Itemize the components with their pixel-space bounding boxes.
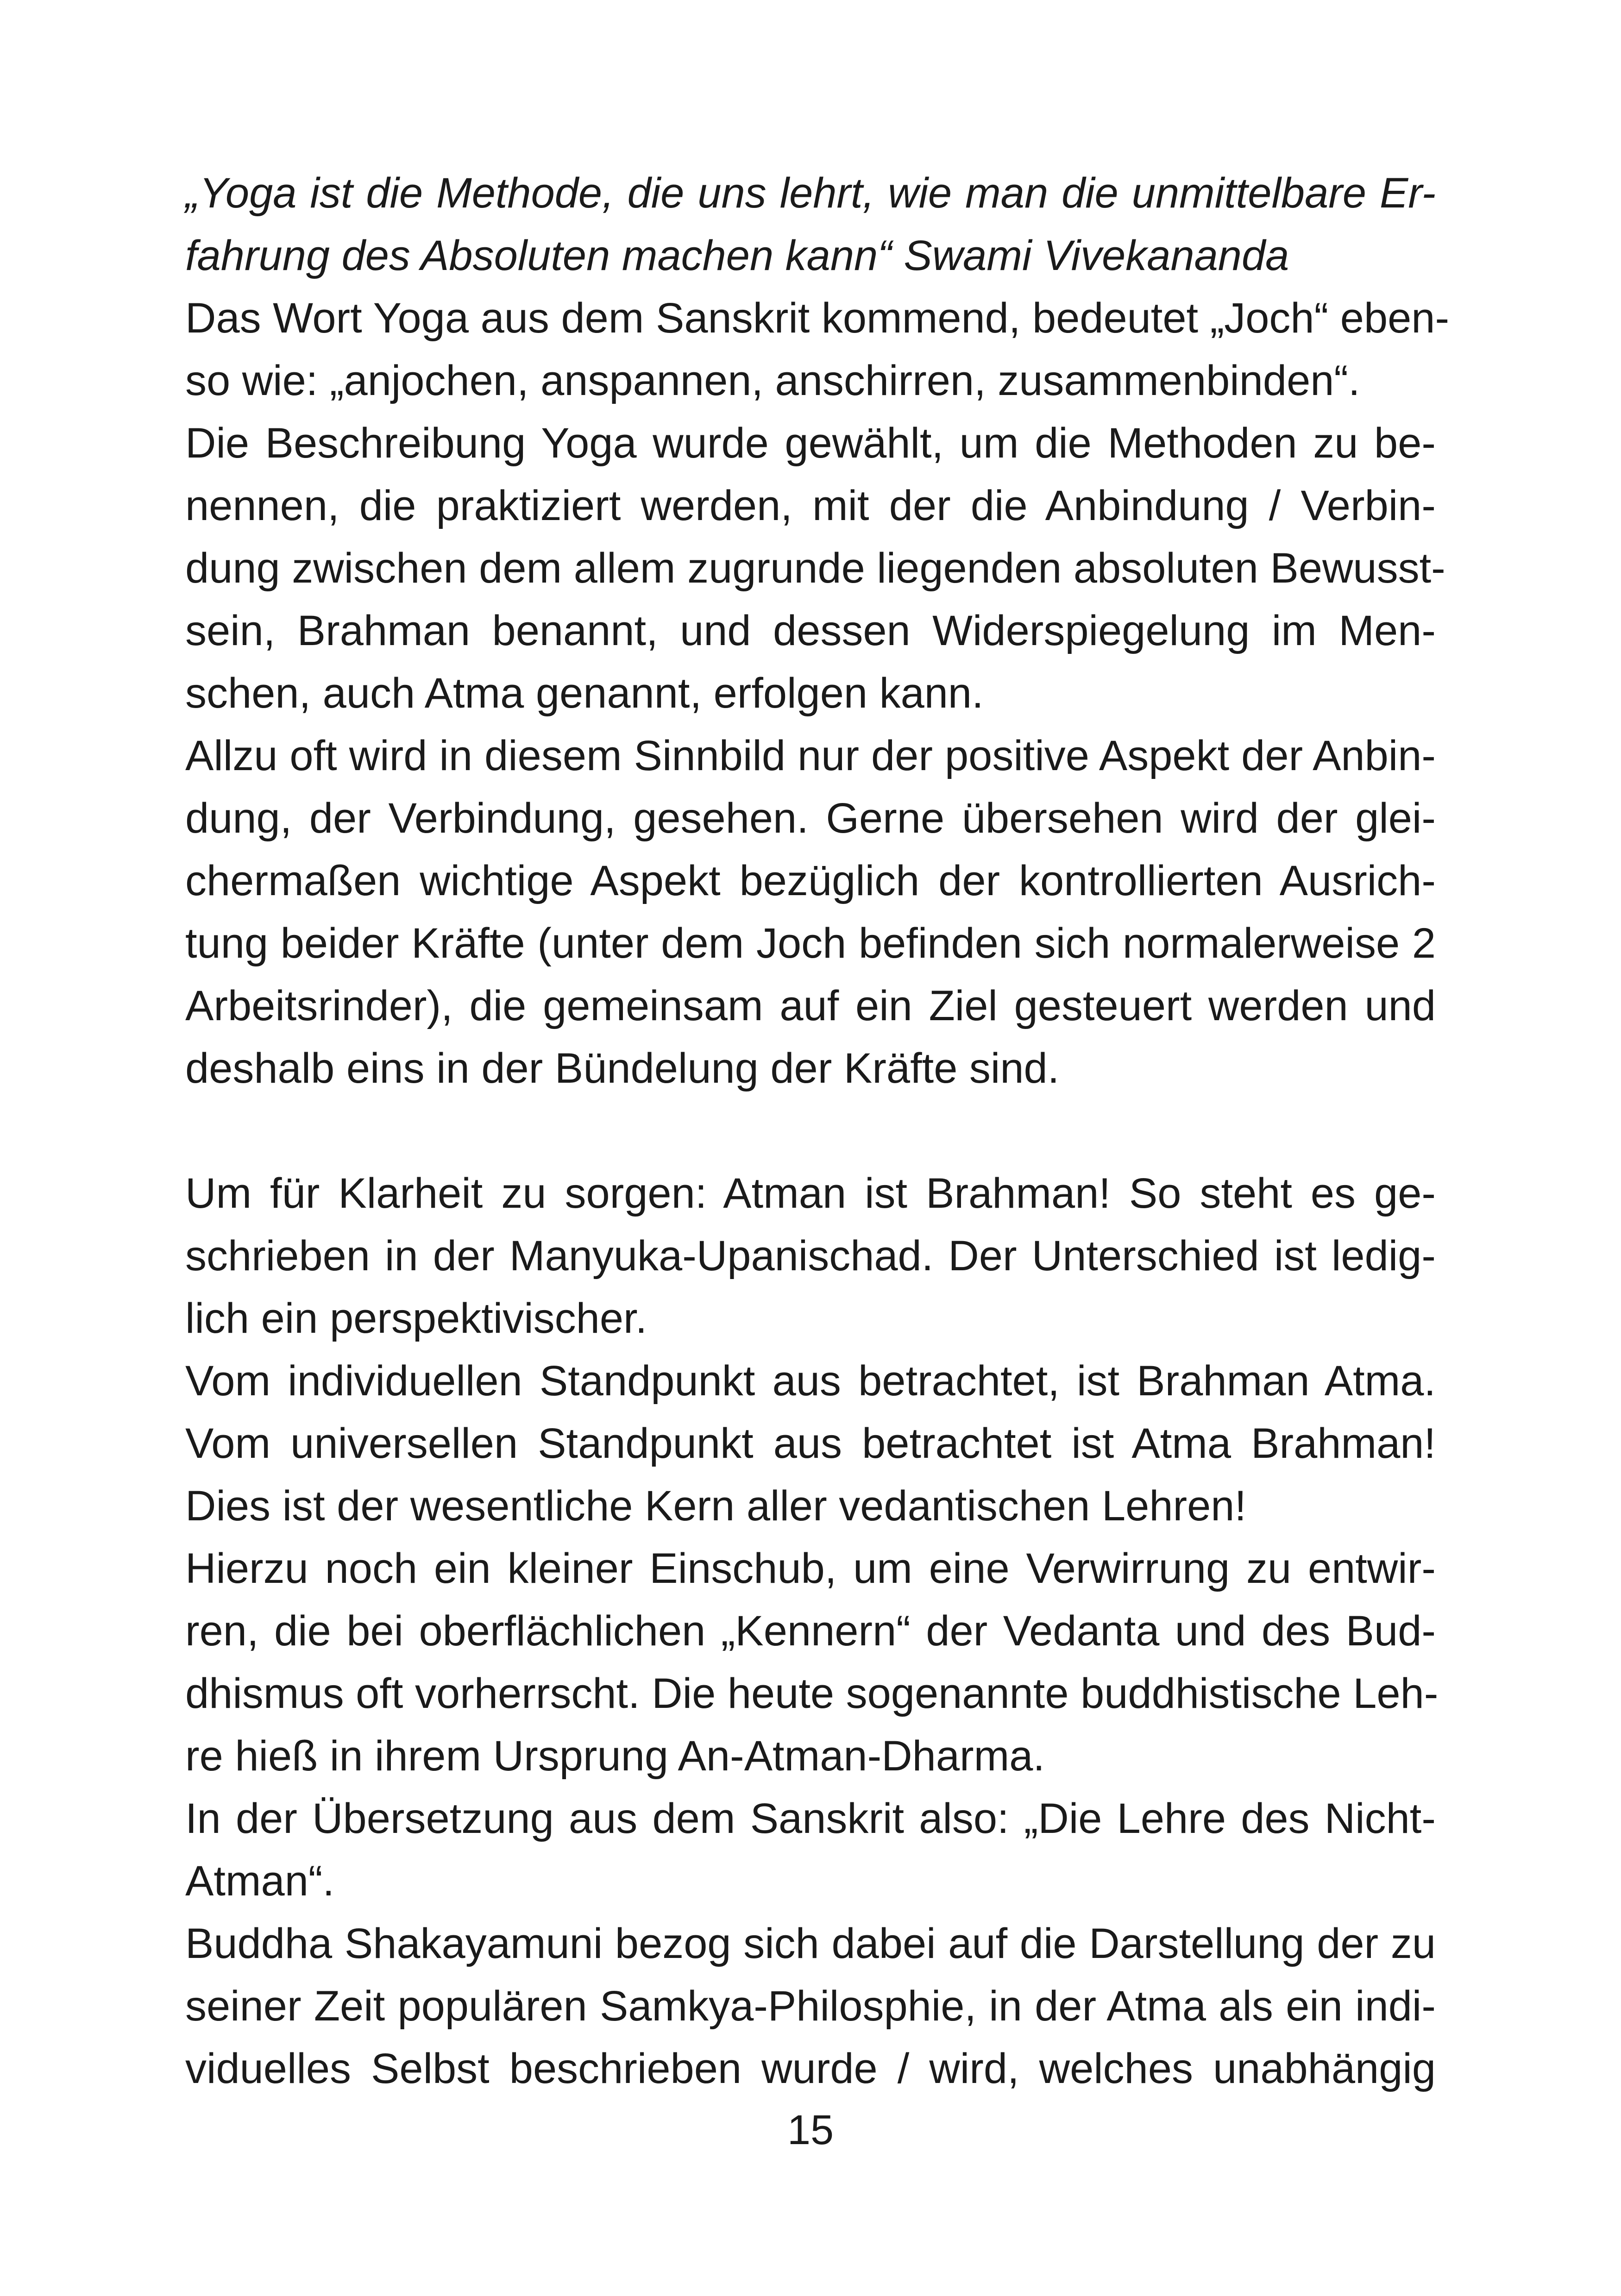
- paragraph-line: Vom universellen Standpunkt aus betrachtet ist Atma Brahman!: [185, 1420, 1436, 1467]
- paragraph-line: dung, der Verbindung, gesehen. Gerne übersehen wird der glei-: [185, 795, 1436, 842]
- paragraph-line: sein, Brahman benannt, und dessen Widerspiegelung im Men-: [185, 607, 1436, 654]
- paragraph-line: nennen, die praktiziert werden, mit der die Anbindung / Verbin-: [185, 482, 1436, 529]
- paragraph-line: Allzu oft wird in diesem Sinnbild nur der positive Aspekt der Anbin-: [185, 732, 1436, 779]
- paragraph-line: Um für Klarheit zu sorgen: Atman ist Brahman! So steht es ge-: [185, 1170, 1436, 1217]
- paragraph-line: seiner Zeit populären Samkya-Philosphie, in der Atma als ein indi-: [185, 1982, 1436, 2030]
- paragraph-gap: [185, 1100, 1436, 1162]
- paragraph-line: dung zwischen dem allem zugrunde liegenden absoluten Bewusst-: [185, 545, 1445, 592]
- paragraph-line: ren, die bei oberflächlichen „Kennern“ der Vedanta und des Bud-: [185, 1607, 1436, 1655]
- paragraph-line: Atman“.: [185, 1857, 335, 1905]
- paragraph-line: Dies ist der wesentliche Kern aller vedantischen Lehren!: [185, 1482, 1247, 1530]
- paragraph-line: so wie: „anjochen, anspannen, anschirren, zusammenbinden“.: [185, 357, 1360, 404]
- paragraph-line: schrieben in der Manyuka-Upanischad. Der Unterschied ist ledig-: [185, 1232, 1436, 1280]
- paragraph-line: schen, auch Atma genannt, erfolgen kann.: [185, 670, 984, 717]
- paragraph-line: lich ein perspektivischer.: [185, 1295, 647, 1342]
- paragraph-line: tung beider Kräfte (unter dem Joch befinden sich normalerweise 2: [185, 920, 1436, 967]
- paragraph-line: viduelles Selbst beschrieben wurde / wird, welches unabhängig: [185, 2045, 1436, 2092]
- paragraph-line: Die Beschreibung Yoga wurde gewählt, um die Methoden zu be-: [185, 420, 1436, 467]
- quote-line: fahrung des Absoluten machen kann“ Swami Vivekananda: [185, 232, 1289, 279]
- paragraph-line: dhismus oft vorherrscht. Die heute sogenannte buddhistische Leh-: [185, 1670, 1439, 1717]
- paragraph-line: chermaßen wichtige Aspekt bezüglich der kontrollierten Ausrich-: [185, 857, 1436, 904]
- paragraph-line: Arbeitsrinder), die gemeinsam auf ein Ziel gesteuert werden und: [185, 982, 1436, 1029]
- body-text: [185, 162, 1450, 2100]
- paragraph-line: deshalb eins in der Bündelung der Kräfte sind.: [185, 1045, 1060, 1092]
- paragraph-line: In der Übersetzung aus dem Sanskrit also: „Die Lehre des Nicht-: [185, 1795, 1436, 1842]
- quote-line: „Yoga ist die Methode, die uns lehrt, wie man die unmittelbare Er-: [185, 169, 1436, 217]
- paragraph-line: re hieß in ihrem Ursprung An-Atman-Dharma.: [185, 1732, 1045, 1780]
- paragraph-line: Buddha Shakayamuni bezog sich dabei auf die Darstellung der zu: [185, 1920, 1436, 1967]
- paragraph-line: Das Wort Yoga aus dem Sanskrit kommend, bedeutet „Joch“ eben-: [185, 295, 1450, 342]
- paragraph-line: Vom individuellen Standpunkt aus betrachtet, ist Brahman Atma.: [185, 1357, 1436, 1405]
- paragraph-line: Hierzu noch ein kleiner Einschub, um eine Verwirrung zu entwir-: [185, 1545, 1436, 1592]
- page-number: 15: [787, 2107, 834, 2153]
